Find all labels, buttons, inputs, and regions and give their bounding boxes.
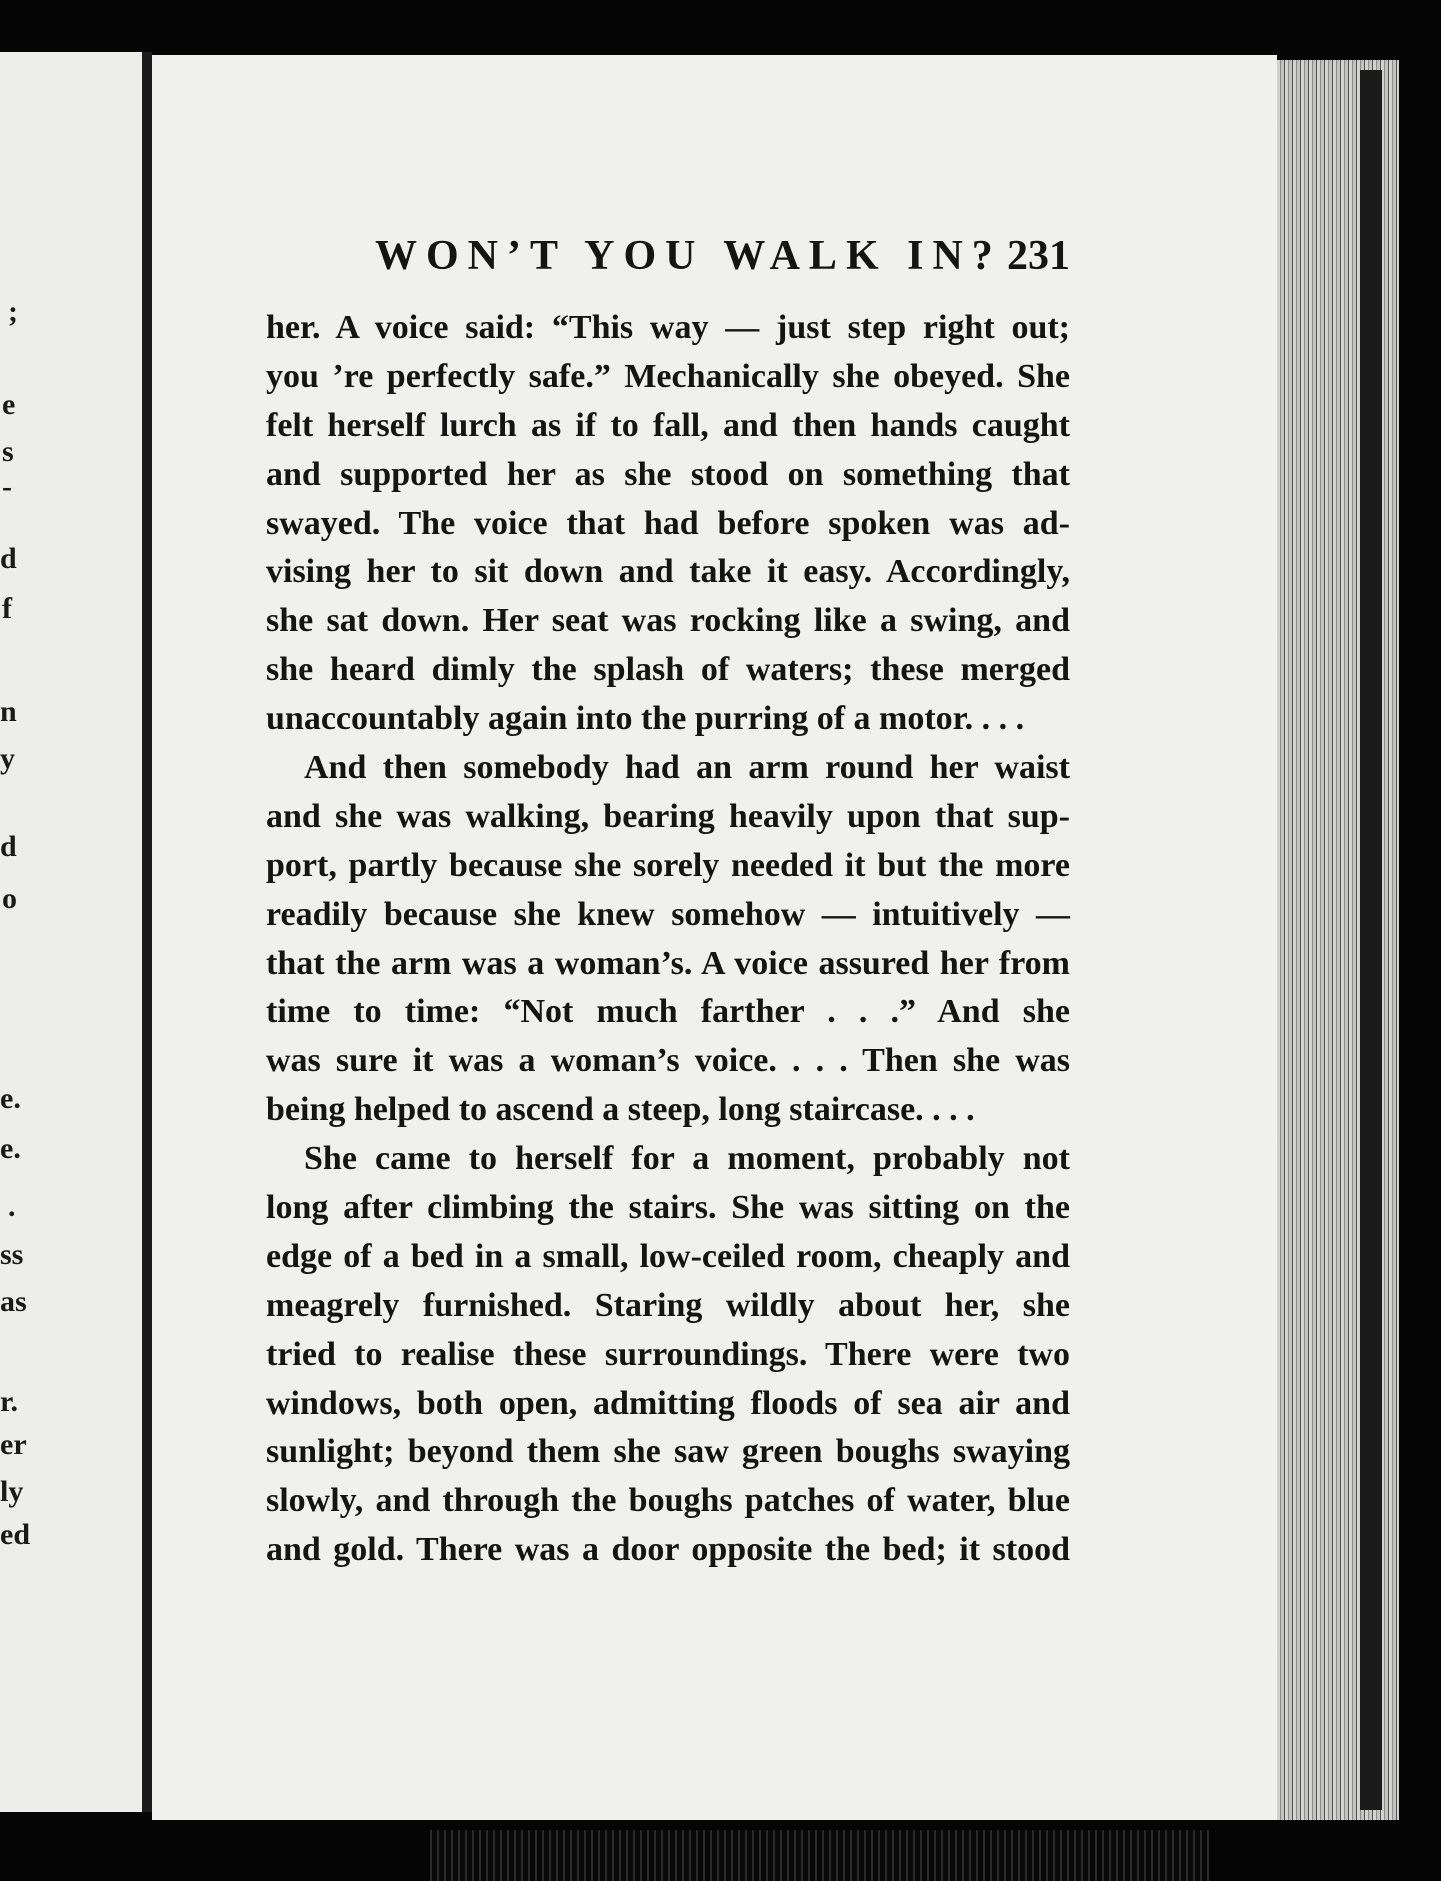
left-fragment: ss bbox=[0, 1238, 24, 1271]
book-spine-gutter bbox=[142, 52, 152, 1812]
left-page-fragments bbox=[0, 52, 142, 1812]
paragraph-first-line: And then somebody had an arm round her waist bbox=[304, 749, 1070, 787]
text-line: her. A voice said: “This way — just step right out; bbox=[266, 309, 1070, 346]
text-line: swayed. The voice that had before spoken was ad- bbox=[266, 504, 1070, 542]
left-fragment: e. bbox=[0, 1132, 21, 1165]
text-line: felt herself lurch as if to fall, and then hands caught bbox=[266, 406, 1070, 444]
body-text bbox=[266, 304, 1070, 1575]
text-line: and supported her as she stood on something that bbox=[266, 455, 1070, 493]
left-facing-page bbox=[0, 52, 142, 1812]
left-fragment: y bbox=[0, 742, 15, 775]
text-line: windows, both open, admitting floods of sea air and bbox=[266, 1384, 1070, 1422]
text-line: she heard dimly the splash of waters; these merged bbox=[266, 651, 1070, 689]
text-line: being helped to ascend a steep, long staircase. . . . bbox=[266, 1091, 975, 1129]
running-head bbox=[375, 232, 1075, 282]
left-fragment: e bbox=[2, 388, 16, 421]
page-number: 231 bbox=[1007, 233, 1070, 279]
text-line: port, partly because she sorely needed it but the more bbox=[266, 846, 1070, 884]
text-line: tried to realise these surroundings. There were two bbox=[266, 1335, 1070, 1373]
running-title: WON’T YOU WALK IN? bbox=[375, 233, 1002, 279]
text-line: long after climbing the stairs. She was sitting on the bbox=[266, 1189, 1070, 1227]
text-line: you ’re perfectly safe.” Mechanically she obeyed. She bbox=[266, 357, 1070, 395]
left-fragment: ly bbox=[0, 1475, 24, 1508]
page-edges-shadow bbox=[1360, 70, 1382, 1810]
text-line: she sat down. Her seat was rocking like a swing, and bbox=[266, 602, 1070, 640]
left-fragment: d bbox=[0, 830, 17, 863]
left-fragment: r. bbox=[0, 1385, 19, 1418]
left-fragment: - bbox=[2, 470, 12, 503]
left-fragment: s bbox=[2, 435, 14, 468]
text-line: that the arm was a woman’s. A voice assured her from bbox=[266, 944, 1070, 982]
text-line: was sure it was a woman’s voice. . . . Then she was bbox=[266, 1042, 1070, 1080]
text-line: and she was walking, bearing heavily upon that sup- bbox=[266, 797, 1070, 835]
text-line: sunlight; beyond them she saw green boughs swaying bbox=[266, 1433, 1070, 1471]
text-line: edge of a bed in a small, low-ceiled room, cheaply and bbox=[266, 1237, 1070, 1275]
text-line: and gold. There was a door opposite the bed; it stood bbox=[266, 1531, 1070, 1569]
left-fragment: er bbox=[0, 1428, 27, 1461]
left-fragment: . bbox=[8, 1190, 16, 1223]
left-fragment: f bbox=[2, 592, 12, 625]
left-fragment: d bbox=[0, 542, 17, 575]
left-fragment: e. bbox=[0, 1082, 21, 1115]
text-line: time to time: “Not much farther . . .” And she bbox=[266, 993, 1070, 1031]
scan-bottom-noise bbox=[430, 1830, 1210, 1881]
text-line: readily because she knew somehow — intuitively — bbox=[266, 895, 1070, 933]
left-fragment: as bbox=[0, 1285, 27, 1318]
text-line: meagrely furnished. Staring wildly about her, she bbox=[266, 1286, 1070, 1324]
left-fragment: ed bbox=[0, 1518, 30, 1551]
text-line: unaccountably again into the purring of a motor. . . . bbox=[266, 700, 1025, 738]
paragraph-first-line: She came to herself for a moment, probably not bbox=[304, 1140, 1070, 1178]
text-line: slowly, and through the boughs patches of water, blue bbox=[266, 1482, 1070, 1520]
left-fragment: ; bbox=[8, 295, 18, 328]
left-fragment: o bbox=[2, 882, 17, 915]
left-fragment: n bbox=[0, 695, 17, 728]
text-line: vising her to sit down and take it easy. Accordingly, bbox=[266, 553, 1070, 591]
